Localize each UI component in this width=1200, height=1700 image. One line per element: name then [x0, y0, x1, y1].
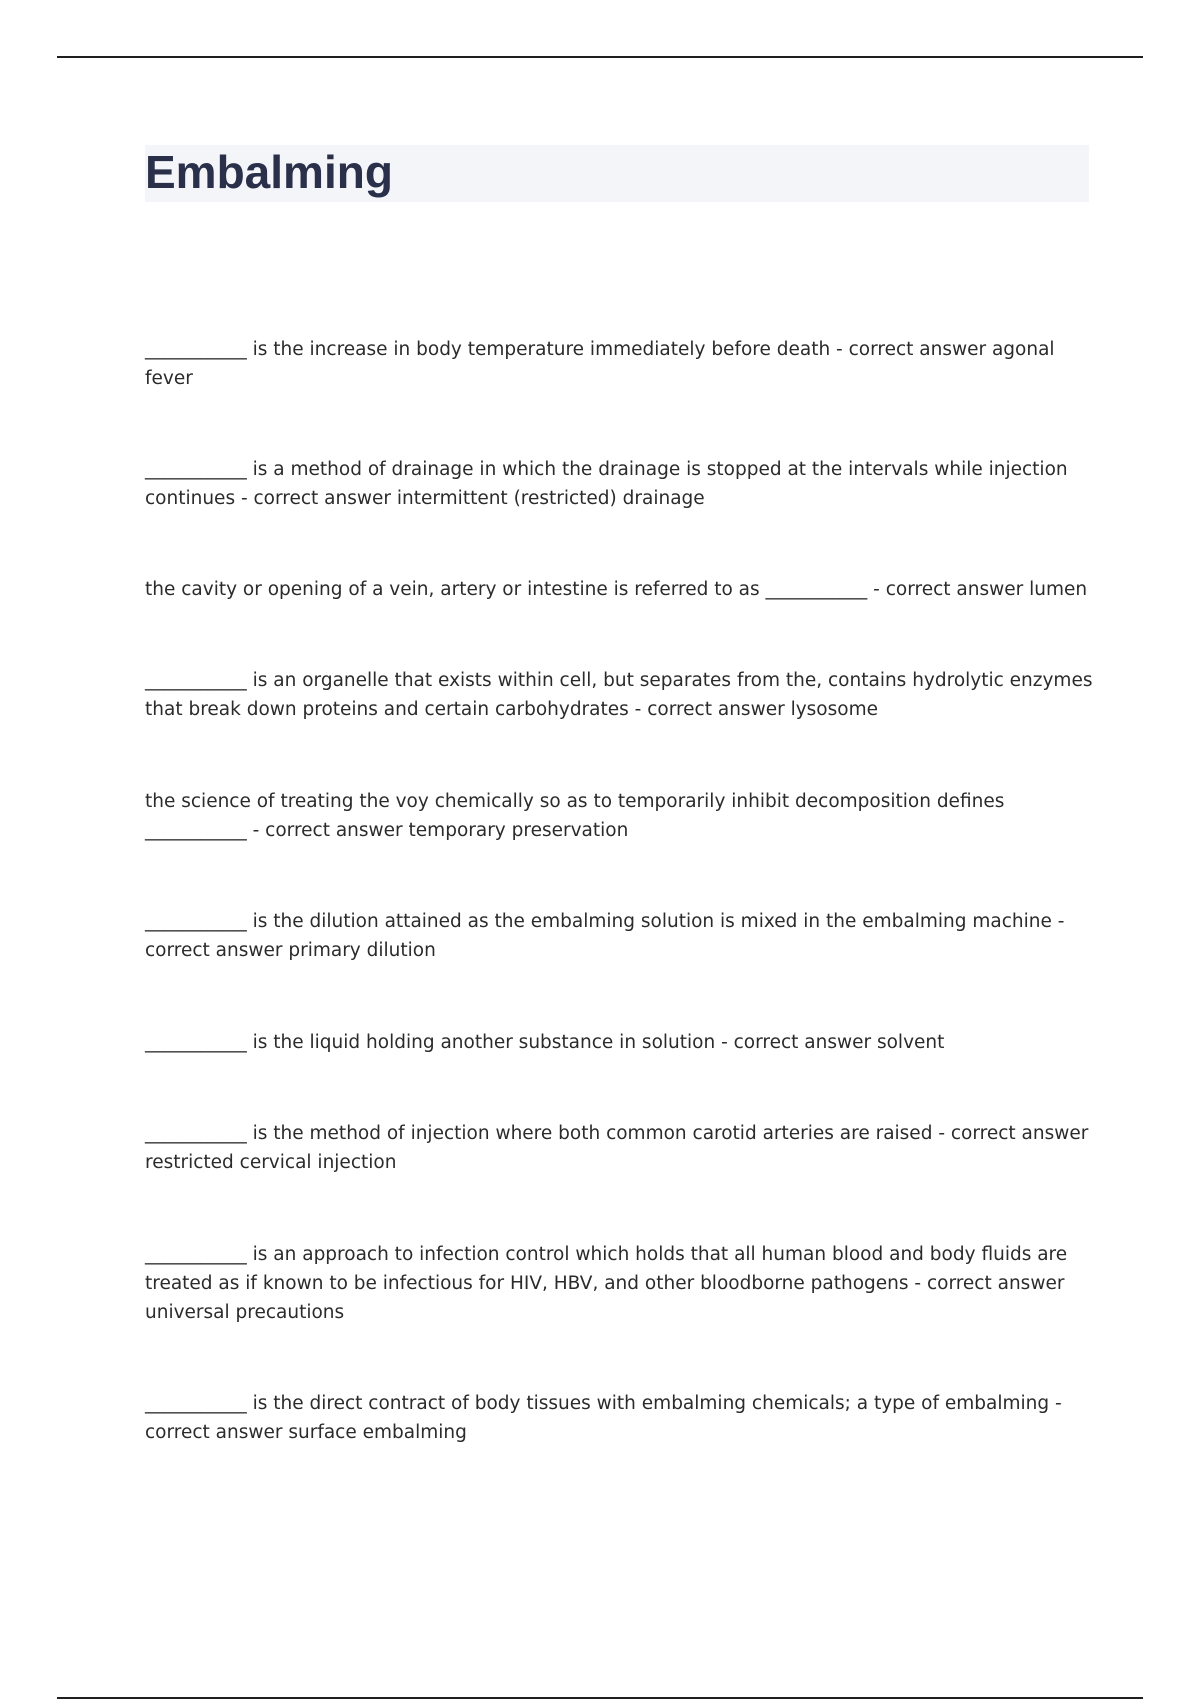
- qa-item-6: ___________ is the dilution attained as the embalming solution is mixed in the embalming machine - correct answer primary dilution: [145, 911, 1065, 961]
- qa-item-8: ___________ is the method of injection where both common carotid arteries are raised - correct answer restricted cervical injection: [145, 1123, 1089, 1173]
- page-bottom-rule: [57, 1697, 1143, 1699]
- qa-item-7: ___________ is the liquid holding another substance in solution - correct answer solvent: [145, 1032, 945, 1053]
- qa-item-9: ___________ is an approach to infection control which holds that all human blood and body fluids are treated as if known to be infectious for HIV, HBV, and other bloodborne pathogens - correct answer universal precautions: [145, 1244, 1068, 1323]
- qa-item-2: ___________ is a method of drainage in which the drainage is stopped at the intervals while injection continues - correct answer intermittent (restricted) drainage: [145, 459, 1068, 509]
- qa-item-3: the cavity or opening of a vein, artery or intestine is referred to as ___________ - correct answer lumen: [145, 579, 1088, 600]
- page-top-rule: [57, 56, 1143, 58]
- qa-item-5: the science of treating the voy chemically so as to temporarily inhibit decomposition defines ___________ - correct answer temporary preservation: [145, 791, 1005, 841]
- qa-item-4: ___________ is an organelle that exists within cell, but separates from the, contains hydrolytic enzymes that break down proteins and certain carbohydrates - correct answer lysosome: [145, 670, 1093, 720]
- qa-item-1: ___________ is the increase in body temperature immediately before death - correct answer agonal fever: [145, 339, 1055, 389]
- qa-item-10: ___________ is the direct contract of body tissues with embalming chemicals; a type of embalming - correct answer surface embalming: [145, 1393, 1062, 1443]
- page-title: Embalming: [145, 146, 393, 198]
